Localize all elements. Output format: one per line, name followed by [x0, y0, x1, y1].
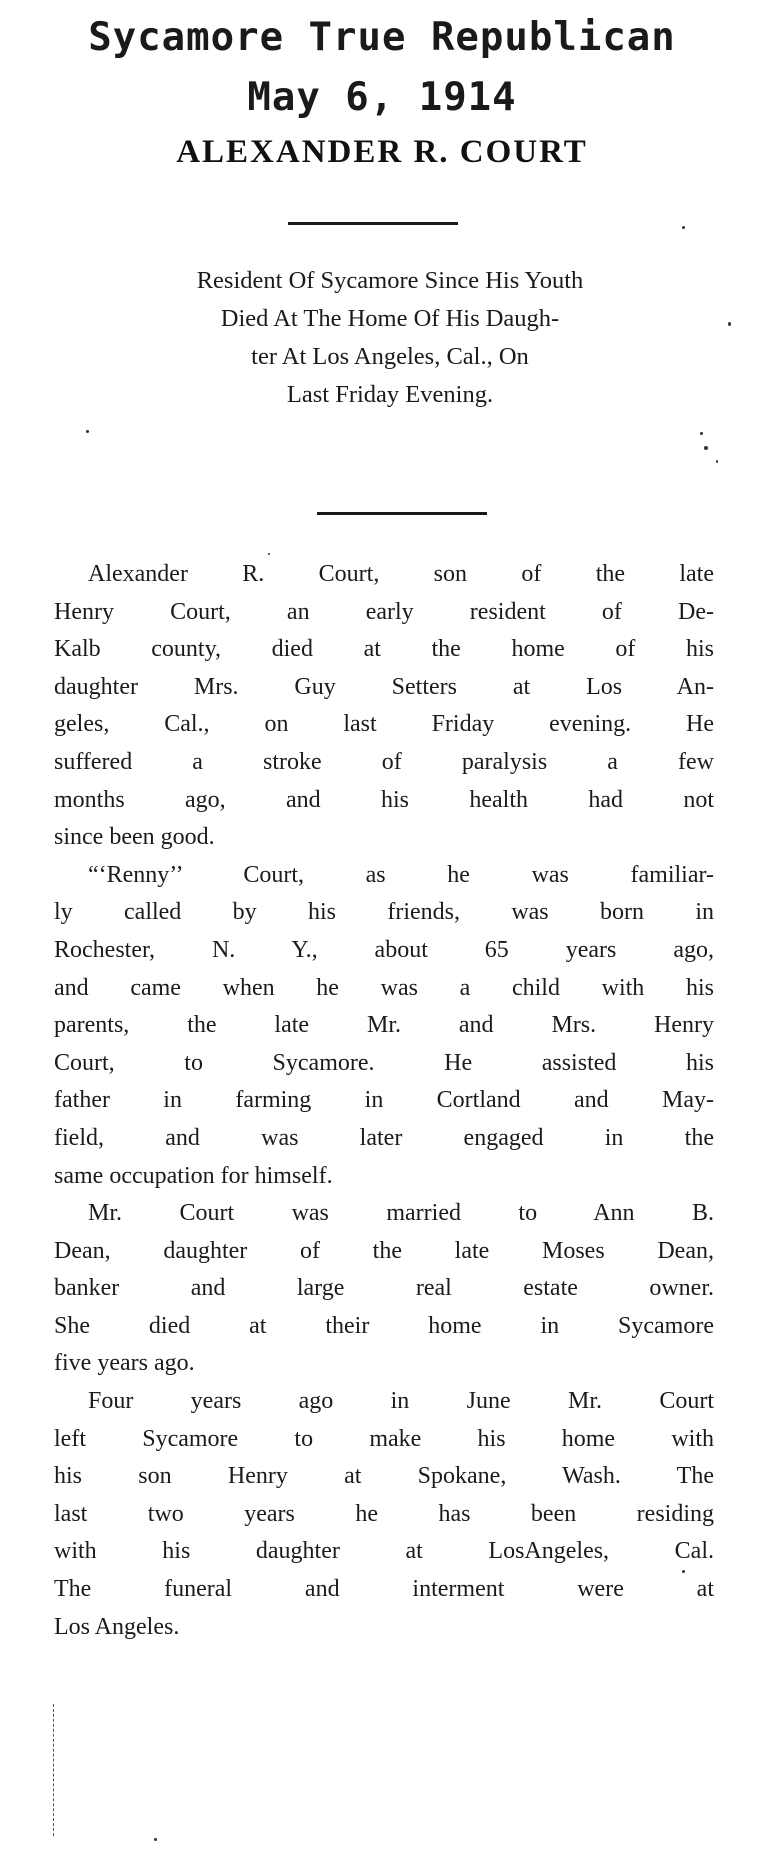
subheadline-deck	[40, 262, 740, 414]
text-line: “‘Renny’’ Court, as he was familiar-	[88, 861, 714, 888]
text-line: Alexander R. Court, son of the late	[88, 561, 714, 587]
publication-date: May 6, 1914	[247, 75, 517, 120]
text-line: She died at their home in Sycamore	[54, 1312, 714, 1339]
print-speck	[728, 322, 731, 326]
margin-crease-mark	[53, 1704, 55, 1836]
print-speck	[716, 460, 718, 463]
paper-title: Sycamore True Republican	[88, 15, 676, 60]
text-line: daughter Mrs. Guy Setters at Los An-	[54, 673, 714, 700]
article-paragraph	[54, 857, 714, 1195]
text-line: geles, Cal., on last Friday evening. He	[54, 711, 714, 738]
text-line: Kalb county, died at the home of his	[54, 636, 714, 663]
text-line: Rochester, N. Y., about 65 years ago,	[54, 936, 714, 963]
text-line: with his daughter at LosAngeles, Cal.	[54, 1538, 714, 1565]
text-line: banker and large real estate owner.	[54, 1275, 714, 1302]
text-line: same occupation for himself.	[54, 1162, 333, 1189]
deck-line: Died At The Home Of His Daugh-	[220, 305, 560, 332]
print-speck	[682, 1570, 685, 1573]
text-line: suffered a stroke of paralysis a few	[54, 748, 714, 775]
text-line: father in farming in Cortland and May-	[54, 1087, 714, 1114]
text-line: Court, to Sycamore. He assisted his	[54, 1049, 714, 1076]
deck-line: Resident Of Sycamore Since His Youth	[196, 267, 584, 294]
deck-line: ter At Los Angeles, Cal., On	[251, 343, 529, 370]
text-line: ly called by his friends, was born in	[54, 899, 714, 926]
text-line: his son Henry at Spokane, Wash. The	[54, 1463, 714, 1490]
text-line: months ago, and his health had not	[54, 786, 714, 813]
print-speck	[682, 226, 685, 229]
article-body	[54, 556, 714, 1646]
article-paragraph	[54, 1383, 714, 1646]
text-line: Dean, daughter of the late Moses Dean,	[54, 1237, 714, 1264]
deck-line: Last Friday Evening.	[286, 381, 494, 408]
text-line: five years ago.	[54, 1350, 195, 1377]
print-speck	[154, 1838, 157, 1841]
text-line: Four years ago in June Mr. Court	[88, 1388, 714, 1415]
print-speck	[268, 553, 270, 555]
print-speck	[704, 446, 708, 450]
text-line: Los Angeles.	[54, 1613, 180, 1640]
print-speck	[700, 432, 703, 435]
article-paragraph	[54, 556, 714, 857]
text-line: Henry Court, an early resident of De-	[54, 598, 714, 625]
divider-rule-bottom	[317, 512, 487, 515]
article-paragraph	[54, 1195, 714, 1383]
text-line: since been good.	[54, 824, 215, 851]
text-line: and came when he was a child with his	[54, 974, 714, 1001]
text-line: parents, the late Mr. and Mrs. Henry	[54, 1012, 714, 1039]
text-line: Mr. Court was married to Ann B.	[88, 1200, 714, 1227]
text-line: field, and was later engaged in the	[54, 1124, 714, 1151]
obituary-headline: ALEXANDER R. COURT	[176, 134, 588, 170]
print-speck	[86, 430, 89, 433]
text-line: last two years he has been residing	[54, 1500, 714, 1527]
divider-rule-top	[288, 222, 458, 225]
text-line: The funeral and interment were at	[54, 1576, 714, 1603]
text-line: left Sycamore to make his home with	[54, 1425, 714, 1452]
